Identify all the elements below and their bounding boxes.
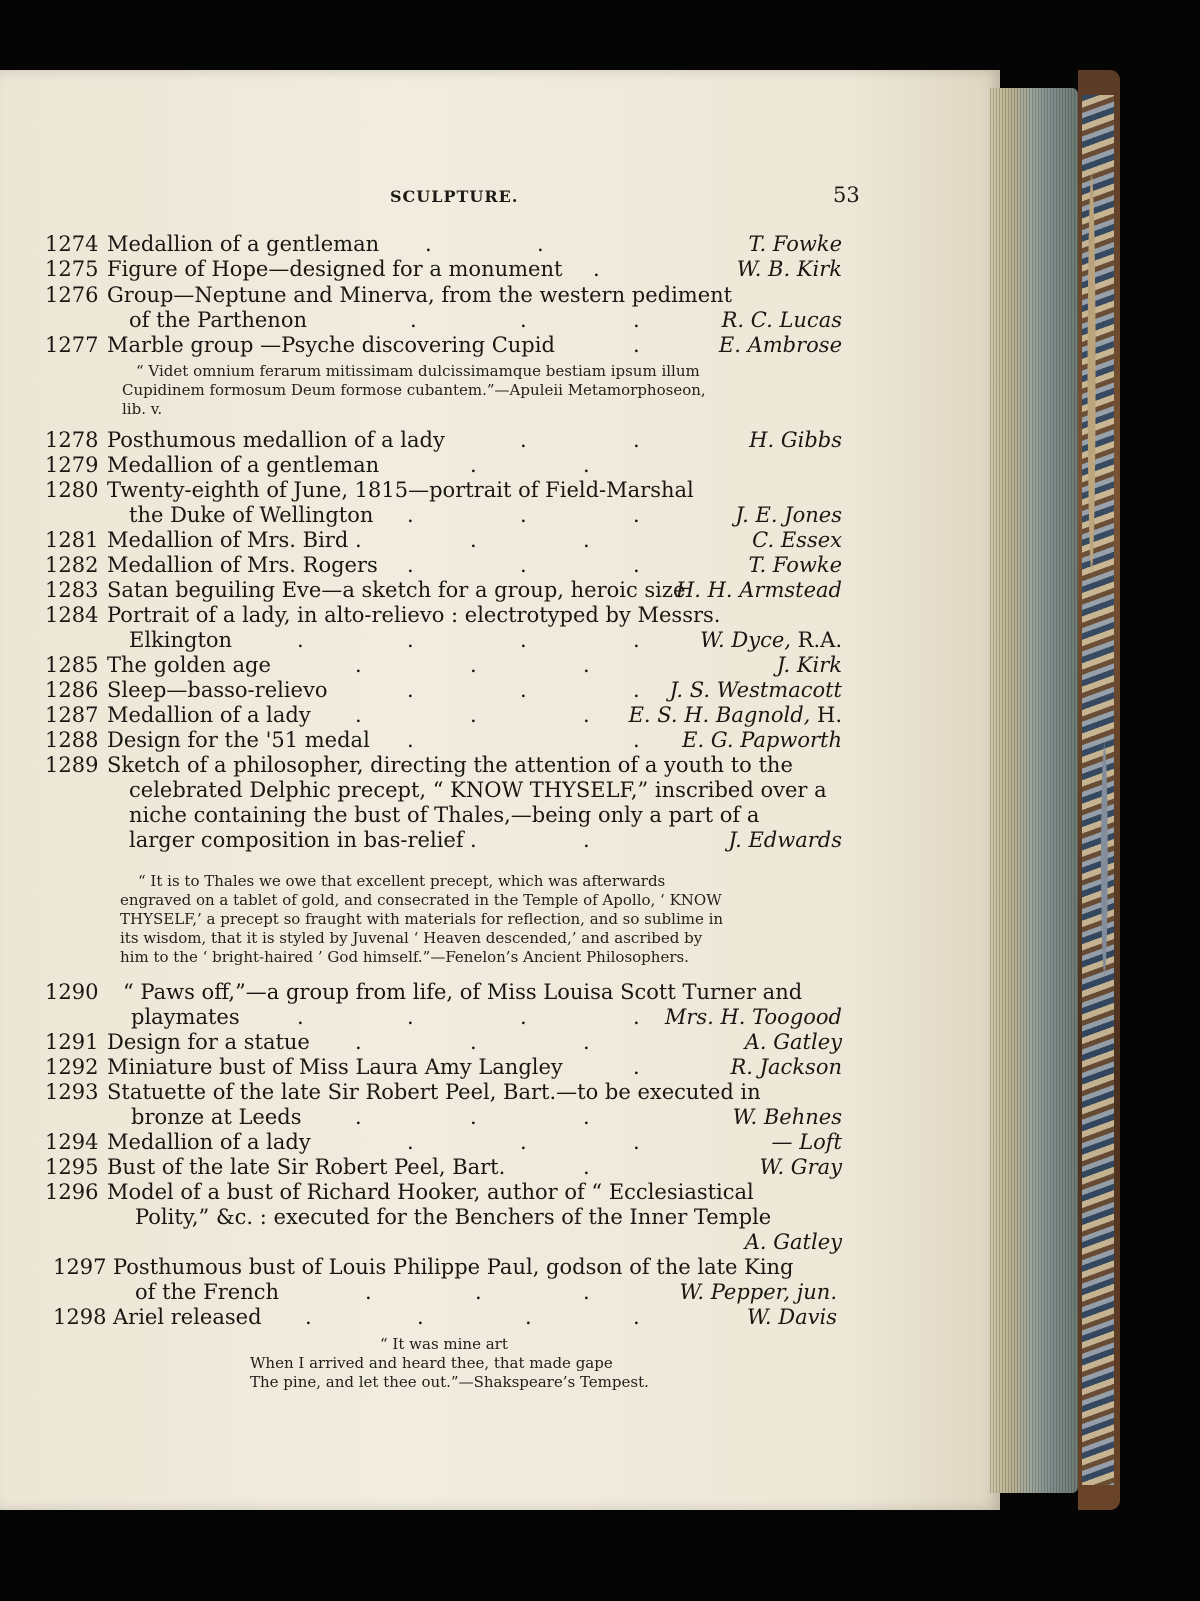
artist-name: T. Fowke: [748, 232, 842, 256]
catalogue-entry: 1295 Bust of the late Sir Robert Peel, Bart. . W. Gray: [45, 1155, 842, 1179]
quote-line: THYSELF,’ a precept so fraught with materials for reflection, and so sublime in: [120, 910, 724, 928]
entry-number: 1297: [53, 1255, 107, 1279]
quote-line: “ Videt omnium ferarum mitissimam dulcissimamque bestiam ipsum illum: [136, 362, 700, 380]
catalogue-entry-continuation: of the Parthenon . . . R. C. Lucas: [129, 308, 842, 332]
entry-title: Medallion of a lady: [107, 703, 311, 727]
catalogue-entry-continuation: [45, 803, 845, 828]
catalogue-entry-continuation: bronze at Leeds . . . W. Behnes: [131, 1105, 842, 1129]
artist-name: E. G. Papworth: [682, 728, 842, 752]
catalogue-entry: 1274 Medallion of a gentleman . . T. Fowke: [45, 232, 842, 256]
entry-title: Statuette of the late Sir Robert Peel, Bart.—to be executed in: [107, 1080, 761, 1104]
entry-number: 1275: [45, 257, 99, 281]
artist-name: W. Behnes: [732, 1105, 842, 1129]
catalogue-entry: [45, 478, 845, 503]
catalogue-entry: 1277 Marble group —Psyche discovering Cupid . E. Ambrose: [45, 333, 842, 357]
catalogue-entry-continuation: [45, 1205, 845, 1230]
entry-number: 1282: [45, 553, 99, 577]
entry-title-line: of the French: [135, 1280, 280, 1304]
entry-number: 1289: [45, 753, 99, 777]
page-block-edge: [990, 88, 1078, 1493]
entry-title: Miniature bust of Miss Laura Amy Langley: [107, 1055, 563, 1079]
catalogue-entry-continuation: [45, 1230, 845, 1255]
catalogue-entry: 1281 Medallion of Mrs. Bird . . . C. Essex: [45, 528, 842, 552]
entry-number: 1287: [45, 703, 99, 727]
entry-title-line: niche containing the bust of Thales,—being only a part of a: [129, 803, 760, 827]
entry-number: 1278: [45, 428, 99, 452]
entry-title: Sketch of a philosopher, directing the attention of a youth to the: [107, 753, 793, 777]
artist-name: W. Dyce, R.A.: [700, 628, 842, 652]
catalogue-entry: 1288 Design for the '51 medal . . E. G. Papworth: [45, 728, 842, 752]
catalogue-entry-continuation: Elkington . . . . W. Dyce, R.A.: [129, 628, 842, 652]
catalogue-entry: [45, 603, 845, 628]
entry-number: 1290: [45, 980, 99, 1004]
artist-name: E. Ambrose: [718, 333, 842, 357]
catalogue-entry: 1282 Medallion of Mrs. Rogers . . . T. Fowke: [45, 553, 842, 577]
quote-line: “ It is to Thales we owe that excellent precept, which was afterwards: [138, 872, 666, 890]
entry-number: 1295: [45, 1155, 99, 1179]
quotation-1277: [122, 362, 772, 419]
entry-number: 1292: [45, 1055, 99, 1079]
entry-title-line: Polity,” &c. : executed for the Benchers of the Inner Temple: [135, 1205, 772, 1229]
catalogue-entry: 1275 Figure of Hope—designed for a monument . W. B. Kirk: [45, 257, 842, 281]
quote-line: “ It was mine art: [380, 1335, 508, 1353]
entry-number: 1276: [45, 283, 99, 307]
entry-number: 1294: [45, 1130, 99, 1154]
entry-title: Medallion of a gentleman: [107, 453, 380, 477]
entry-number: 1285: [45, 653, 99, 677]
entry-number: 1296: [45, 1180, 99, 1204]
entry-title: Design for the '51 medal: [107, 728, 370, 752]
catalogue-entry: [45, 283, 845, 308]
artist-name: T. Fowke: [748, 553, 842, 577]
catalogue-entry: 1291 Design for a statue . . . A. Gatley: [45, 1030, 842, 1054]
artist-name: J. Edwards: [728, 828, 842, 852]
entry-title-line: celebrated Delphic precept, “ KNOW THYSELF,” inscribed over a: [129, 778, 827, 802]
entry-title-line: of the Parthenon: [129, 308, 307, 332]
quote-line: him to the ‘ bright-haired ’ God himself.”—Fenelon’s Ancient Philosophers.: [120, 948, 689, 966]
quote-line: When I arrived and heard thee, that made gape: [250, 1354, 613, 1372]
artist-name: J. Kirk: [776, 653, 842, 677]
running-title: SCULPTURE.: [390, 187, 519, 206]
artist-name: A. Gatley: [744, 1230, 842, 1254]
catalogue-entry: 1292 Miniature bust of Miss Laura Amy Langley . R. Jackson: [45, 1055, 842, 1079]
artist-name: W. Davis: [747, 1305, 837, 1329]
entry-title-line: bronze at Leeds: [131, 1105, 302, 1129]
artist-name: R. C. Lucas: [721, 308, 842, 332]
artist-name: J. E. Jones: [735, 503, 842, 527]
catalogue-entry: [45, 1080, 845, 1105]
artist-name: — Loft: [771, 1130, 842, 1154]
quotation-1298: [250, 1335, 750, 1392]
entry-number: 1274: [45, 232, 99, 256]
entry-number: 1288: [45, 728, 99, 752]
entry-title-line: Elkington: [129, 628, 233, 652]
entry-title: Posthumous medallion of a lady: [107, 428, 445, 452]
catalogue-entry: [45, 1255, 845, 1280]
entry-number: 1286: [45, 678, 99, 702]
artist-name: H. Gibbs: [749, 428, 842, 452]
page-header: [0, 183, 1000, 213]
quote-line: lib. v.: [122, 400, 163, 418]
entry-title: Model of a bust of Richard Hooker, author of “ Ecclesiastical: [107, 1180, 754, 1204]
entry-number: 1293: [45, 1080, 99, 1104]
quote-line: Cupidinem formosum Deum formose cubantem.”—Apuleii Metamorphoseon,: [122, 381, 706, 399]
entry-title: Posthumous bust of Louis Philippe Paul, godson of the late King: [113, 1255, 794, 1279]
entry-number: 1279: [45, 453, 99, 477]
entry-number: 1283: [45, 578, 99, 602]
catalogue-entry: 1285 The golden age . . . J. Kirk: [45, 653, 842, 677]
entry-title: Ariel released: [113, 1305, 262, 1329]
entry-title-line: larger composition in bas-relief: [129, 828, 464, 852]
entry-title-line: playmates: [131, 1005, 240, 1029]
entry-title: Medallion of a gentleman: [107, 232, 380, 256]
catalogue-entry-continuation: the Duke of Wellington . . . J. E. Jones: [129, 503, 842, 527]
catalogue-entry-continuation: [45, 778, 845, 803]
entry-title: Sleep—basso-relievo: [107, 678, 328, 702]
entry-title: Satan beguiling Eve—a sketch for a group, heroic size: [107, 578, 686, 602]
entry-title: Portrait of a lady, in alto-relievo : electrotyped by Messrs.: [107, 603, 721, 627]
quote-line: its wisdom, that it is styled by Juvenal ‘ Heaven descended,’ and ascribed by: [120, 929, 703, 947]
catalogue-entry: [45, 753, 845, 778]
entry-number: 1284: [45, 603, 99, 627]
entry-title: The golden age: [107, 653, 271, 677]
entry-number: 1280: [45, 478, 99, 502]
entry-title-line: the Duke of Wellington: [129, 503, 374, 527]
catalogue-entry: [45, 980, 845, 1005]
entry-title: Twenty-eighth of June, 1815—portrait of Field-Marshal: [107, 478, 694, 502]
catalogue-entry: 1279 Medallion of a gentleman . .: [45, 453, 590, 477]
quotation-1289: [120, 872, 770, 967]
catalogue-entry: [45, 1180, 845, 1205]
artist-name: H. H. Armstead: [675, 578, 842, 602]
artist-name: Mrs. H. Toogood: [664, 1005, 842, 1029]
catalogue-entry: 1294 Medallion of a lady . . . — Loft: [45, 1130, 842, 1154]
entry-title: “ Paws off,”—a group from life, of Miss Louisa Scott Turner and: [123, 980, 803, 1004]
catalogue-entry: 1298 Ariel released . . . . W. Davis: [53, 1305, 837, 1329]
entry-title: Figure of Hope—designed for a monument: [107, 257, 563, 281]
quote-line: The pine, and let thee out.”—Shakspeare’s Tempest.: [250, 1373, 649, 1391]
entry-title: Group—Neptune and Minerva, from the western pediment: [107, 283, 733, 307]
artist-name: C. Essex: [752, 528, 842, 552]
catalogue-entry-continuation: playmates . . . . Mrs. H. Toogood: [131, 1005, 842, 1029]
entry-number: 1277: [45, 333, 99, 357]
artist-name: R. Jackson: [730, 1055, 842, 1079]
artist-name: W. Pepper, jun.: [679, 1280, 837, 1304]
page-number: 53: [833, 183, 860, 207]
entry-title: Medallion of Mrs. Bird .: [107, 528, 362, 552]
catalogue-entry-continuation: of the French . . . W. Pepper, jun.: [135, 1280, 837, 1304]
artist-name: W. B. Kirk: [736, 257, 842, 281]
entry-title: Design for a statue: [107, 1030, 310, 1054]
artist-name: J. S. Westmacott: [669, 678, 842, 702]
entry-title: Marble group —Psyche discovering Cupid: [107, 333, 555, 357]
catalogue-entry-continuation: larger composition in bas-relief . . J. Edwards: [129, 828, 842, 852]
entry-number: 1298: [53, 1305, 107, 1329]
quote-line: engraved on a tablet of gold, and consecrated in the Temple of Apollo, ‘ KNOW: [120, 891, 722, 909]
catalogue-entry: 1278 Posthumous medallion of a lady . . H. Gibbs: [45, 428, 842, 452]
catalogue-entry: [45, 578, 845, 603]
entry-title: Bust of the late Sir Robert Peel, Bart.: [107, 1155, 506, 1179]
marbled-edge: [1082, 95, 1114, 1485]
catalogue-entry: 1286 Sleep—basso-relievo . . . J. S. Westmacott: [45, 678, 842, 702]
artist-name: W. Gray: [759, 1155, 842, 1179]
catalogue-entry: 1287 Medallion of a lady . . . E. S. H. Bagnold, H.: [45, 703, 842, 727]
entry-number: 1291: [45, 1030, 99, 1054]
entry-title: Medallion of a lady: [107, 1130, 311, 1154]
artist-name: E. S. H. Bagnold, H.: [628, 703, 842, 727]
entry-number: 1281: [45, 528, 99, 552]
artist-name: A. Gatley: [744, 1030, 842, 1054]
entry-title: Medallion of Mrs. Rogers: [107, 553, 378, 577]
